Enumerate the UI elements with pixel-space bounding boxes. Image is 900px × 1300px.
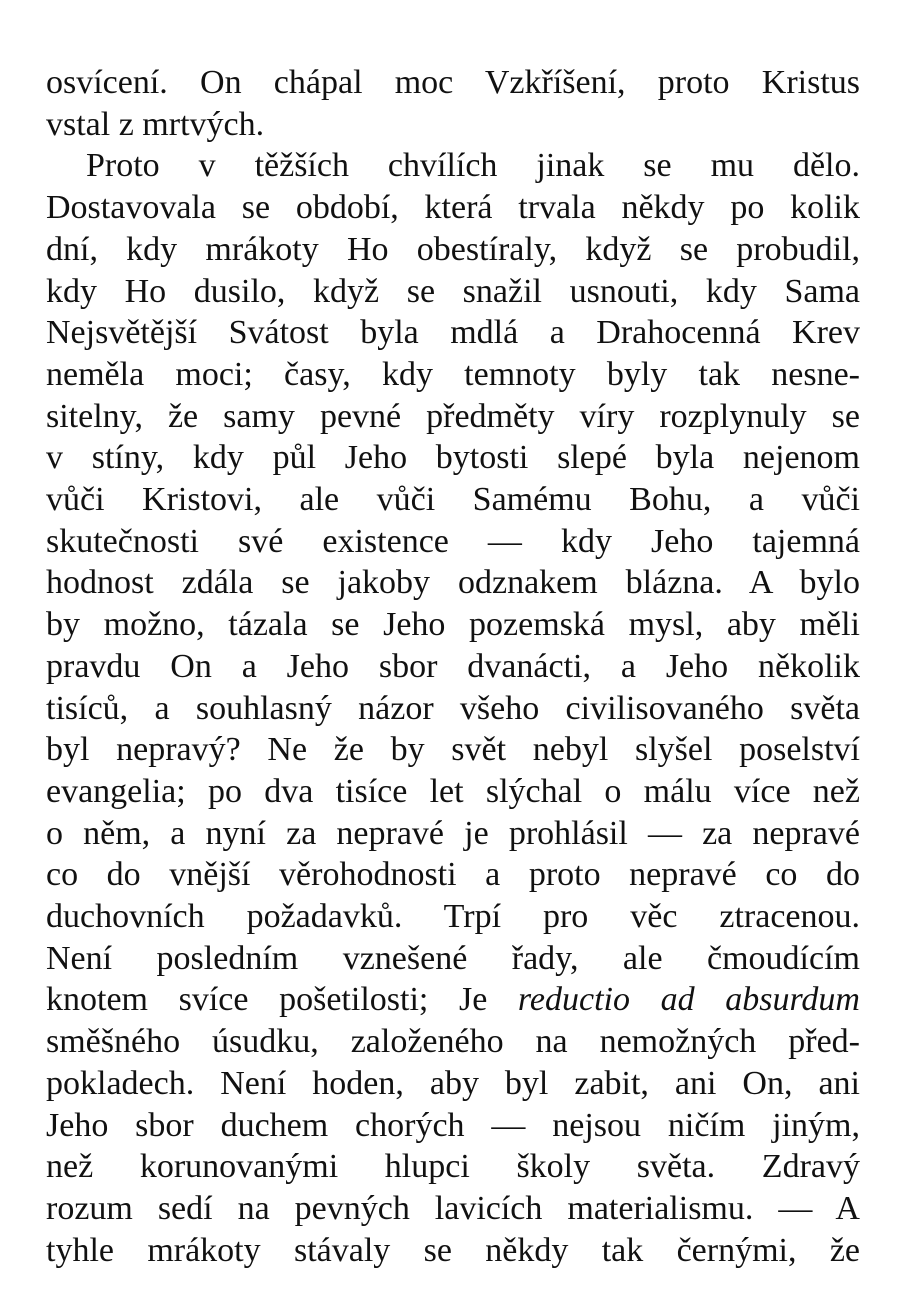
text-line-with-italic: [46, 979, 860, 1021]
text-line: by možno, tázala se Jeho pozemská mysl, aby měli: [46, 606, 860, 644]
text-line: tisíců, a souhlasný názor všeho civilisovaného světa: [46, 689, 860, 727]
text-line: o něm, a nyní za nepravé je prohlásil — za nepravé: [46, 814, 860, 852]
text-line: vůči Kristovi, ale vůči Samému Bohu, a vůči: [46, 481, 860, 519]
italic-phrase: reductio ad absurdum: [517, 981, 860, 1019]
text-line: v stíny, kdy půl Jeho bytosti slepé byla nejenom: [46, 439, 860, 477]
text-run: knotem svíce pošetilosti; Je: [46, 981, 518, 1019]
text-line: kdy Ho dusilo, když se snažil usnouti, kdy Sama: [46, 272, 860, 310]
text-line: pravdu On a Jeho sbor dvanácti, a Jeho několik: [46, 647, 860, 685]
text-line: Proto v těžších chvílích jinak se mu dělo.: [86, 147, 860, 185]
text-line: skutečnosti své existence — kdy Jeho tajemná: [46, 522, 860, 560]
text-line: neměla moci; časy, kdy temnoty byly tak nesne-: [46, 355, 860, 393]
text-line: než korunovanými hlupci školy světa. Zdravý: [46, 1148, 860, 1186]
text-line: co do vnější věrohodnosti a proto nepravé co do: [46, 856, 860, 894]
text-line: evangelia; po dva tisíce let slýchal o málu více než: [46, 772, 860, 810]
text-line: byl nepravý? Ne že by svět nebyl slyšel poselství: [46, 731, 860, 769]
text-line: tyhle mrákoty stávaly se někdy tak černými, že: [46, 1231, 860, 1269]
text-line: osvícení. On chápal moc Vzkříšení, proto Kristus: [46, 64, 860, 101]
text-line: dní, kdy mrákoty Ho obestíraly, když se probudil,: [46, 230, 860, 268]
text-line: sitelny, že samy pevné předměty víry rozplynuly se: [46, 397, 860, 435]
text-line: duchovních požadavků. Trpí pro věc ztracenou.: [46, 898, 860, 936]
text-line: směšného úsudku, založeného na nemožných před-: [46, 1023, 860, 1061]
text-line: Dostavovala se období, která trvala někdy po kolik: [46, 189, 860, 227]
text-line: Není posledním vznešené řady, ale čmoudícím: [46, 939, 860, 977]
text-line: hodnost zdála se jakoby odznakem blázna. A bylo: [46, 564, 860, 602]
text-line: pokladech. Není hoden, aby byl zabit, ani On, ani: [46, 1064, 860, 1102]
text-line: vstal z mrtvých.: [46, 105, 265, 143]
text-line: Nejsvětější Svátost byla mdlá a Drahocenná Krev: [46, 314, 860, 352]
text-line: rozum sedí na pevných lavicích materialismu. — A: [46, 1189, 860, 1227]
page-text: [46, 62, 860, 1271]
text-line: Jeho sbor duchem chorých — nejsou ničím jiným,: [46, 1106, 860, 1144]
